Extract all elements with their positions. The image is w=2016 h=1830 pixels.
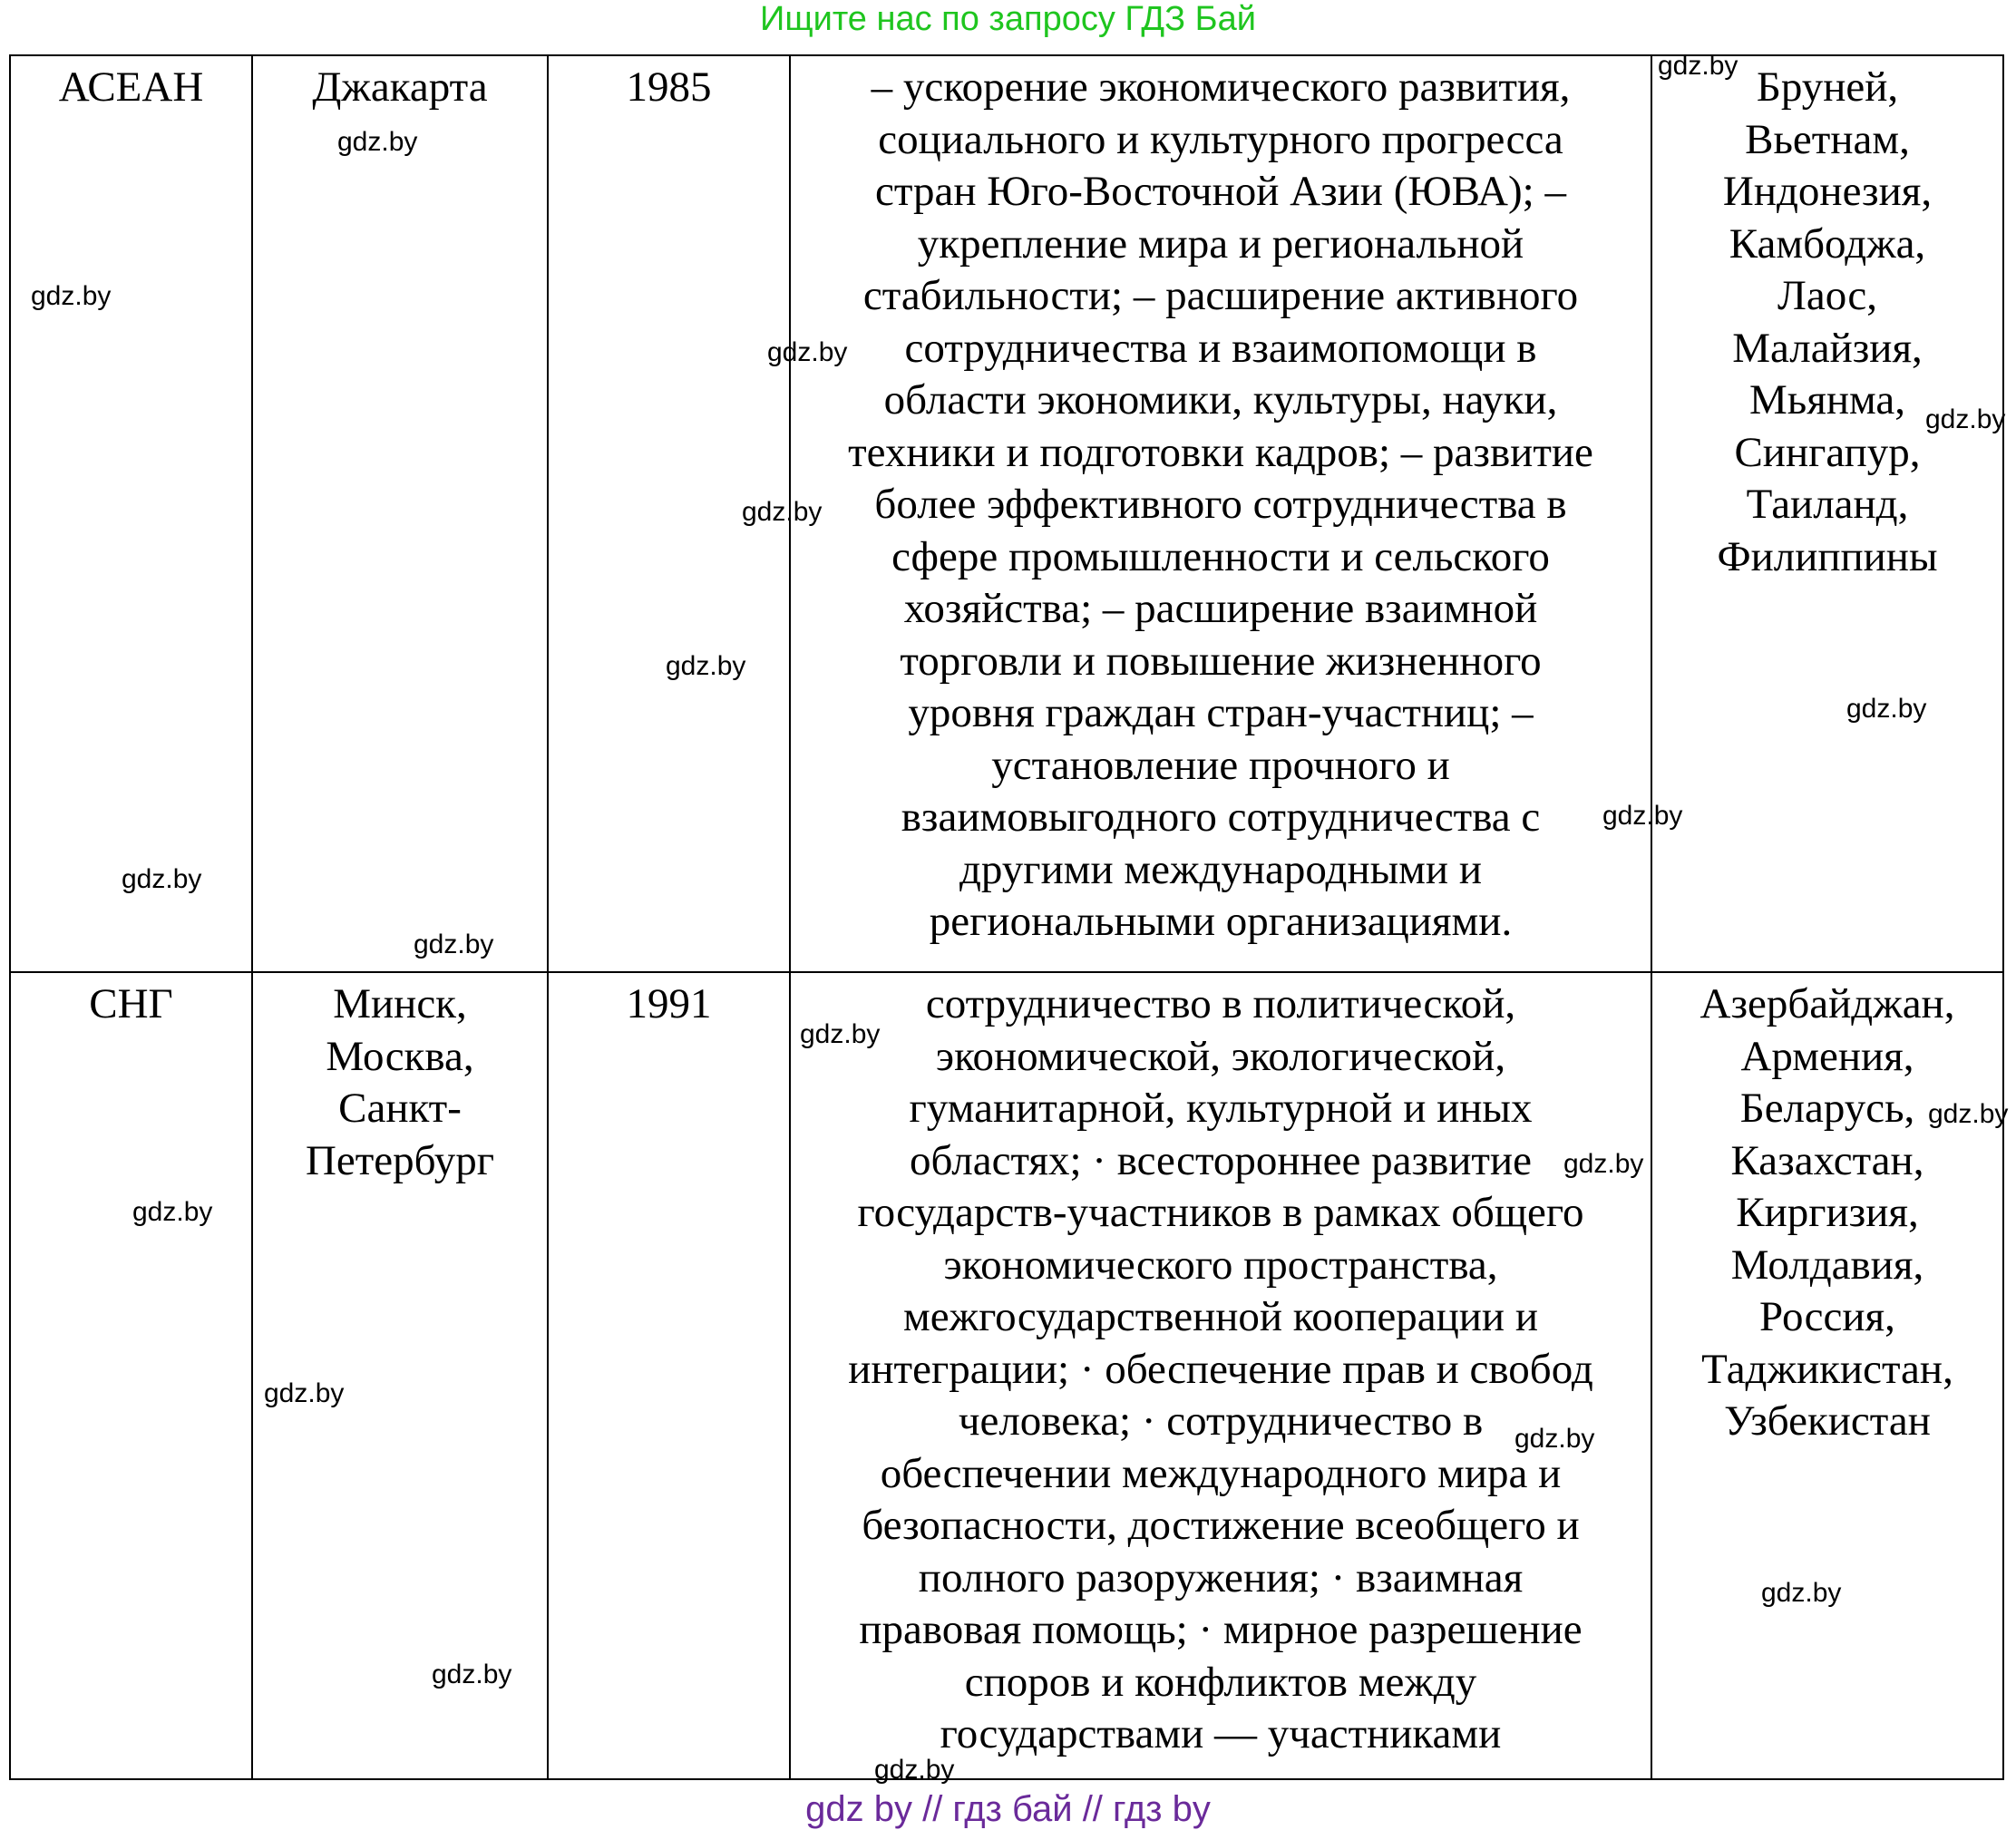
goals-line: техники и подготовки кадров; – развитие	[848, 428, 1593, 476]
founding-year-cell	[548, 972, 790, 1779]
watermark: gdz.by	[1514, 1424, 1595, 1454]
watermark: gdz.by	[1563, 1149, 1644, 1179]
goals-line: правовая помощь; · мирное разрешение	[859, 1606, 1583, 1653]
members-cell	[1651, 972, 2003, 1779]
watermark: gdz.by	[1928, 1099, 2009, 1129]
headquarters-cell	[252, 972, 548, 1779]
goals-line: гуманитарной, культурной и иных	[909, 1085, 1533, 1132]
goals-line: социального и культурного прогресса	[878, 115, 1563, 163]
watermark: gdz.by	[666, 651, 746, 681]
goals-line: сотрудничества и взаимопомощи в	[904, 324, 1537, 372]
watermark: gdz.by	[414, 930, 494, 959]
org-name-cell	[10, 55, 252, 972]
goals-line: государствами — участниками	[940, 1710, 1502, 1757]
watermark: gdz.by	[1846, 694, 1927, 724]
org-name: АСЕАН	[58, 63, 204, 111]
member-country: Россия,	[1759, 1293, 1895, 1340]
watermark: gdz.by	[1658, 51, 1738, 81]
member-country: Лаос,	[1777, 272, 1878, 319]
goals-line: обеспечении международного мира и	[880, 1449, 1562, 1497]
goals-line: торговли и повышение жизненного	[900, 637, 1542, 685]
member-country: Вьетнам,	[1745, 115, 1910, 163]
organizations-table	[9, 54, 2004, 1780]
member-country: Азербайджан,	[1699, 980, 1955, 1027]
goals-line: межгосударственной кооперации и	[903, 1293, 1538, 1340]
watermark: gdz.by	[337, 127, 418, 157]
goals-line: области экономики, культуры, науки,	[883, 376, 1558, 423]
watermark: gdz.by	[1925, 404, 2006, 434]
headquarters: Санкт-	[338, 1085, 462, 1132]
member-country: Узбекистан	[1724, 1397, 1931, 1445]
goals-line: полного разоружения; · взаимная	[918, 1553, 1524, 1601]
watermark: gdz.by	[132, 1197, 213, 1227]
watermark: gdz.by	[742, 497, 823, 527]
table-row	[10, 972, 2003, 1779]
goals-line: взаимовыгодного сотрудничества с	[901, 793, 1541, 841]
watermark: gdz.by	[874, 1755, 955, 1785]
member-country: Таиланд,	[1746, 481, 1909, 528]
founding-year: 1985	[626, 63, 712, 111]
top-banner: Ищите нас по запросу ГДЗ Бай	[760, 0, 1256, 38]
goals-line: споров и конфликтов между	[964, 1658, 1477, 1706]
goals-line: укрепление мира и региональной	[917, 219, 1524, 268]
org-name-cell	[10, 972, 252, 1779]
watermark: gdz.by	[1761, 1578, 1842, 1608]
goals-line: установление прочного и	[991, 741, 1450, 789]
goals-line: сфере промышленности и сельского	[891, 532, 1550, 580]
goals-line: областях; · всестороннее развитие	[910, 1136, 1532, 1184]
goals-line: уровня граждан стран-участниц; –	[908, 689, 1534, 736]
goals-line: региональными организациями.	[929, 898, 1513, 945]
founding-year: 1991	[626, 980, 712, 1027]
headquarters: Москва,	[326, 1032, 474, 1080]
watermark: gdz.by	[800, 1019, 881, 1049]
member-country: Молдавия,	[1730, 1241, 1924, 1289]
member-country: Мьянма,	[1748, 376, 1906, 423]
member-country: Казахстан,	[1730, 1136, 1924, 1184]
goals-line: интеграции; · обеспечение прав и свобод	[848, 1345, 1593, 1393]
table-row	[10, 55, 2003, 972]
member-country: Индонезия,	[1722, 168, 1933, 215]
footer-links: gdz by // гдз бай // гдз by	[805, 1789, 1211, 1829]
goals-cell	[790, 55, 1651, 972]
goals-line: безопасности, достижение всеобщего и	[862, 1502, 1580, 1549]
member-country: Камбоджа,	[1729, 219, 1926, 268]
watermark: gdz.by	[1602, 801, 1683, 831]
members-cell	[1651, 55, 2006, 972]
goals-line: – ускорение экономического развития,	[871, 63, 1571, 111]
watermark: gdz.by	[432, 1660, 512, 1689]
goals-line: хозяйства; – расширение взаимной	[903, 585, 1538, 632]
member-country: Армения,	[1740, 1032, 1914, 1080]
member-country: Сингапур,	[1734, 428, 1921, 476]
member-country: Филиппины	[1717, 532, 1938, 580]
watermark: gdz.by	[31, 281, 112, 311]
goals-line: государств-участников в рамках общего	[857, 1189, 1584, 1236]
member-country: Беларусь,	[1739, 1085, 1915, 1132]
member-country: Малайзия,	[1732, 324, 1923, 372]
headquarters-cell	[252, 55, 548, 972]
goals-line: экономической, экологической,	[935, 1032, 1506, 1080]
member-country: Киргизия,	[1736, 1189, 1919, 1236]
headquarters: Минск,	[333, 980, 467, 1027]
goals-line: стабильности; – расширение активного	[862, 272, 1579, 319]
watermark: gdz.by	[264, 1378, 345, 1408]
headquarters: Джакарта	[312, 63, 488, 111]
goals-line: сотрудничество в политической,	[925, 980, 1516, 1027]
headquarters: Петербург	[305, 1136, 495, 1184]
watermark: gdz.by	[767, 337, 848, 367]
goals-line: человека; · сотрудничество в	[958, 1397, 1484, 1445]
goals-cell	[790, 972, 1651, 1779]
goals-line: экономического пространства,	[943, 1241, 1498, 1289]
goals-line: более эффективного сотрудничества в	[874, 481, 1567, 528]
member-country: Бруней,	[1756, 63, 1899, 111]
watermark: gdz.by	[122, 864, 202, 894]
goals-line: другими международными и	[959, 845, 1482, 893]
member-country: Таджикистан,	[1701, 1345, 1953, 1393]
goals-line: стран Юго-Восточной Азии (ЮВА); –	[875, 168, 1566, 215]
org-name: СНГ	[89, 980, 173, 1027]
